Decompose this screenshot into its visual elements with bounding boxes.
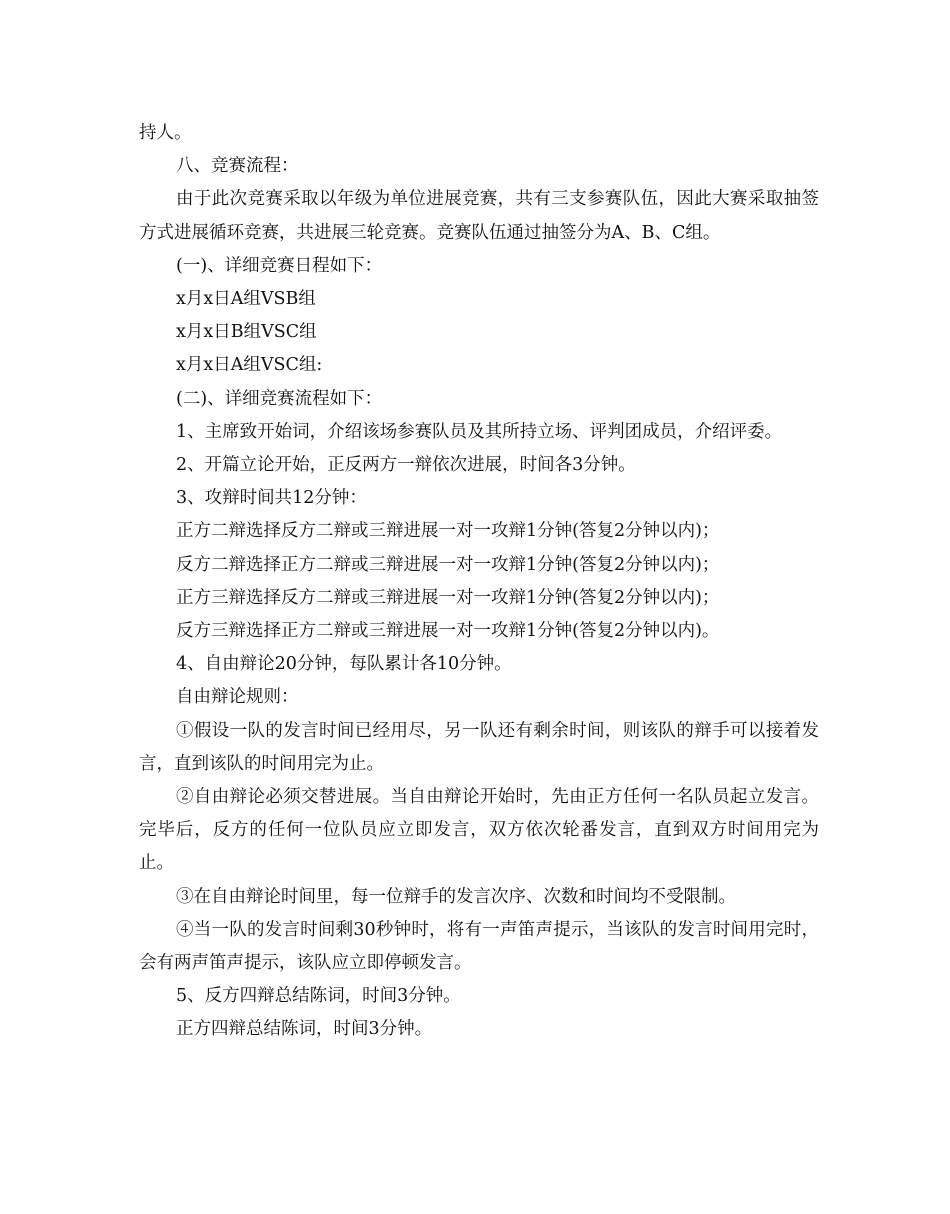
paragraph: 正方四辩总结陈词，时间3分钟。	[176, 1019, 433, 1040]
paragraph: 反方三辩选择正方二辩或三辩进展一对一攻辩1分钟(答复2分钟以内)。	[176, 621, 720, 642]
paragraph: 反方二辩选择正方二辩或三辩进展一对一攻辩1分钟(答复2分钟以内)；	[176, 554, 720, 575]
paragraph: x月x日B组VSC组	[176, 322, 317, 343]
paragraph: 由于此次竞赛采取以年级为单位进展竞赛，共有三支参赛队伍，因此大赛采取抽签方式进展循环竞赛，共进展三轮竞赛。竞赛队伍通过抽签分为A、B、C组。	[139, 189, 819, 243]
paragraph: 自由辩论规则：	[176, 687, 299, 708]
paragraph: 八、竞赛流程：	[176, 156, 299, 177]
paragraph: x月x日A组VSB组	[176, 289, 316, 310]
document-body	[139, 117, 819, 1047]
paragraph: 持人。	[139, 123, 192, 143]
paragraph: (一)、详细竞赛日程如下：	[176, 255, 383, 276]
paragraph: 5、反方四辩总结陈词，时间3分钟。	[176, 986, 461, 1007]
paragraph: 2、开篇立论开始，正反两方一辩依次进展，时间各3分钟。	[176, 455, 636, 476]
paragraph: 4、自由辩论20分钟，每队累计各10分钟。	[176, 654, 512, 675]
paragraph: 正方三辩选择反方二辩或三辩进展一对一攻辩1分钟(答复2分钟以内)；	[176, 587, 720, 608]
paragraph: x月x日A组VSC组:	[176, 355, 323, 376]
paragraph: (二)、详细竞赛流程如下：	[176, 388, 383, 409]
paragraph: 3、攻辩时间共12分钟：	[176, 488, 367, 509]
paragraph: ①假设一队的发言时间已经用尽，另一队还有剩余时间，则该队的辩手可以接着发言，直到该队的时间用完为止。	[139, 720, 819, 774]
paragraph: ③在自由辩论时间里，每一位辩手的发言次序、次数和时间均不受限制。	[176, 886, 736, 907]
paragraph: ②自由辩论必须交替进展。当自由辩论开始时，先由正方任何一名队员起立发言。完毕后，反方的任何一位队员应立即发言，双方依次轮番发言，直到双方时间用完为止。	[139, 787, 819, 874]
paragraph: 正方二辩选择反方二辩或三辩进展一对一攻辩1分钟(答复2分钟以内)；	[176, 521, 720, 542]
paragraph: 1、主席致开始词，介绍该场参赛队员及其所持立场、评判团成员，介绍评委。	[176, 421, 783, 442]
paragraph: ④当一队的发言时间剩30秒钟时，将有一声笛声提示，当该队的发言时间用完时，会有两声笛声提示，该队应立即停顿发言。	[139, 919, 819, 974]
